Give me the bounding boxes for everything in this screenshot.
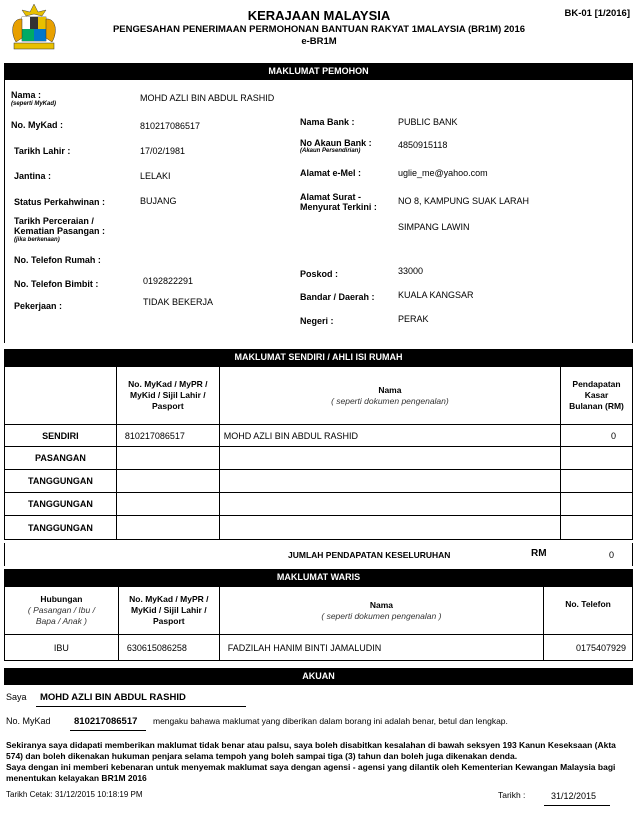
- waris-table: [4, 586, 633, 661]
- email-label: Alamat e-Mel :: [300, 168, 362, 178]
- akuan-mykad-label: No. MyKad: [6, 716, 51, 726]
- page-title: KERAJAAN MALAYSIA: [247, 8, 391, 23]
- col-waris-nama-sub: ( seperti dokumen pengenalan ): [321, 610, 442, 621]
- telbimbit-label: No. Telefon Bimbit :: [14, 279, 99, 289]
- col-tel: No. Telefon: [544, 587, 633, 635]
- mykad-label: No. MyKad :: [11, 120, 64, 130]
- page-subtitle: PENGESAHAN PENERIMAAN PERMOHONAN BANTUAN RAKYAT 1MALAYSIA (BR1M) 2016: [112, 24, 526, 35]
- status-value: BUJANG: [140, 196, 177, 206]
- telbimbit-value: 0192822291: [143, 276, 194, 286]
- col-hubungan-sub: ( Pasangan / Ibu / Bapa / Anak ): [27, 605, 95, 626]
- poskod-value: 33000: [398, 266, 424, 276]
- tarikh-value: 31/12/2015: [551, 791, 597, 801]
- lahir-value: 17/02/1981: [140, 146, 186, 156]
- col-mykad: No. MyKad / MyPR / MyKid / Sijil Lahir / Pasport: [116, 367, 219, 425]
- form-code: BK-01 [1/2016]: [564, 8, 630, 19]
- akuan-para-1: Sekiranya saya didapati memberikan maklumat tidak benar atau palsu, saya boleh disabitkan kesalahan di bawah seksyen 193 Kanun Keseksaan (Akta 574) dan boleh dikenakan hukuman penjara selama tempoh yang boleh sampai tiga (3) tahun dan boleh juga dikenakan denda.: [6, 740, 616, 761]
- nama-label: Nama :: [11, 90, 42, 100]
- alamat-value-2: SIMPANG LAWIN: [398, 222, 470, 232]
- jumlah-value: 0: [609, 550, 615, 560]
- jantina-label: Jantina :: [14, 171, 52, 181]
- telrumah-label: No. Telefon Rumah :: [14, 255, 101, 265]
- negeri-label: Negeri :: [300, 316, 334, 326]
- waris-mykad: 630615086258: [118, 635, 219, 661]
- table-row: TANGGUNGAN: [5, 493, 633, 516]
- waris-hubungan: IBU: [5, 635, 119, 661]
- alamat-value-1: NO 8, KAMPUNG SUAK LARAH: [398, 196, 530, 206]
- alamat-label-2: Menyurat Terkini :: [300, 202, 377, 212]
- household-table: [4, 366, 633, 540]
- col-hubungan: Hubungan: [40, 594, 83, 604]
- akuan-mykad: 810217086517: [74, 716, 138, 727]
- table-row: SENDIRI 810217086517 MOHD AZLI BIN ABDUL RASHID 0: [5, 425, 633, 447]
- bandar-value: KUALA KANGSAR: [398, 290, 474, 300]
- poskod-label: Poskod :: [300, 269, 339, 279]
- section-isi-rumah: MAKLUMAT SENDIRI / AHLI ISI RUMAH: [4, 349, 633, 366]
- alamat-label-1: Alamat Surat -: [300, 192, 362, 202]
- col-nama-sub: ( seperti dokumen pengenalan): [331, 395, 449, 406]
- table-row: PASANGAN: [5, 447, 633, 470]
- mykad-value: 810217086517: [140, 121, 201, 131]
- section-akuan: AKUAN: [4, 668, 633, 685]
- cerai-sub: (jika berkenaan): [14, 237, 60, 243]
- cerai-label-2: Kematian Pasangan :: [14, 226, 106, 236]
- cerai-label-1: Tarikh Perceraian /: [14, 216, 94, 226]
- status-label: Status Perkahwinan :: [14, 197, 106, 207]
- col-waris-mykad: No. MyKad / MyPR / MyKid / Sijil Lahir / Pasport: [118, 587, 219, 635]
- jumlah-label: JUMLAH PENDAPATAN KESELURUHAN: [288, 550, 451, 560]
- waris-tel: 0175407929: [544, 635, 633, 661]
- nama-sub: (seperti MyKad): [11, 101, 57, 107]
- table-row: [5, 635, 633, 661]
- negeri-value: PERAK: [398, 314, 429, 324]
- nama-value: MOHD AZLI BIN ABDUL RASHID: [140, 93, 275, 103]
- tarikh-label: Tarikh :: [498, 790, 526, 800]
- jantina-value: LELAKI: [140, 171, 171, 181]
- bank-label: Nama Bank :: [300, 117, 355, 127]
- kerja-label: Pekerjaan :: [14, 301, 63, 311]
- section-pemohon: MAKLUMAT PEMOHON: [4, 63, 633, 80]
- kerja-value: TIDAK BEKERJA: [143, 297, 214, 307]
- col-nama: Nama: [378, 384, 402, 395]
- col-pendapatan: Pendapatan Kasar Bulanan (RM): [561, 367, 633, 425]
- table-row: TANGGUNGAN: [5, 470, 633, 493]
- bank-value: PUBLIC BANK: [398, 117, 458, 127]
- tarikh-cetak: Tarikh Cetak: 31/12/2015 10:18:19 PM: [6, 790, 143, 799]
- akaun-value: 4850915118: [398, 140, 448, 150]
- akaun-sub: (Akaun Persendirian): [300, 148, 361, 154]
- akaun-label: No Akaun Bank :: [300, 138, 372, 148]
- section-waris: MAKLUMAT WARIS: [4, 569, 633, 586]
- col-waris-nama: Nama: [369, 599, 393, 610]
- lahir-label: Tarikh Lahir :: [14, 146, 71, 156]
- bandar-label: Bandar / Daerah :: [300, 292, 375, 302]
- saya-label: Saya: [6, 692, 27, 702]
- akuan-para-2: Saya dengan ini memberi kebenaran untuk menyemak maklumat saya dengan agensi - agensi yang dilantik oleh Kementerian Kewangan Malaysia bagi menentukan kelayakan BR1M 2016: [6, 762, 616, 783]
- table-row: TANGGUNGAN: [5, 516, 633, 540]
- akuan-mengaku: mengaku bahawa maklumat yang diberikan dalam borang ini adalah benar, betul dan lengkap.: [153, 716, 508, 726]
- waris-nama: FADZILAH HANIM BINTI JAMALUDIN: [219, 635, 543, 661]
- email-value: uglie_me@yahoo.com: [398, 168, 488, 178]
- akuan-nama: MOHD AZLI BIN ABDUL RASHID: [40, 692, 186, 703]
- page-subtitle-2: e-BR1M: [301, 36, 337, 47]
- rm-label: RM: [531, 548, 547, 559]
